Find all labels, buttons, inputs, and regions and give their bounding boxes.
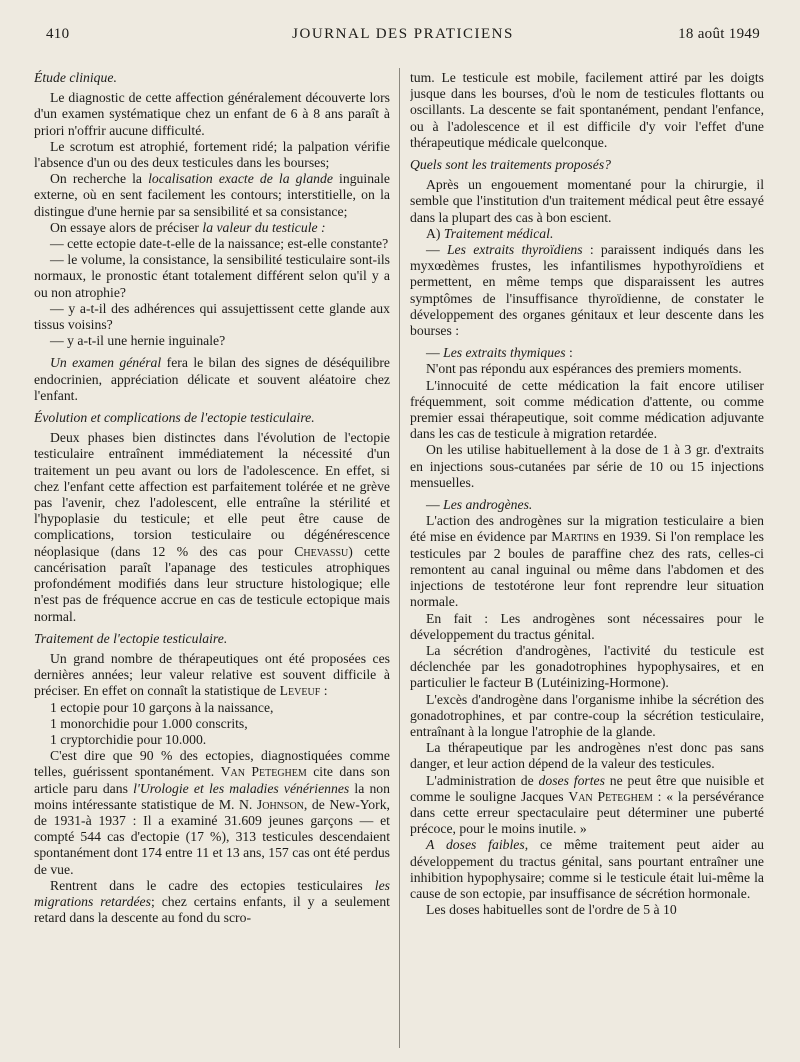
section-number: A) bbox=[426, 225, 444, 241]
heading-evolution: Évolution et complications de l'ectopie testiculaire. bbox=[34, 410, 315, 426]
statistic-item: 1 monorchidie pour 1.000 conscrits, bbox=[50, 715, 248, 731]
text-run: C'est dire que 90 % des ectopies, diagnostiquées comme telles, guérissent spontanément. bbox=[34, 748, 390, 780]
text-run: ne peut être que nuisible et comme le souligne Jacques bbox=[410, 772, 764, 804]
journal-reference: l'Urologie et les maladies vénériennes bbox=[133, 780, 350, 796]
text-run: Rentrent dans le cadre des ectopies testiculaires bbox=[50, 877, 375, 893]
paragraph: En fait : Les androgènes sont nécessaires pour le développement du tractus génital. bbox=[410, 610, 764, 642]
paragraph: Le diagnostic de cette affection généralement découverte lors d'un examen systématique chez un enfant de 6 à 8 ans paraît à priori n'offrir aucune difficulté. bbox=[34, 90, 390, 138]
text-run: , ce même traitement peut aider au développement du tractus génital, sans pourtant entraîner une inhibition hypophysaire; comme si le testicule était lui-même la cause de son ectopie, par insuffisance de sécrétion hormonale. bbox=[410, 837, 764, 901]
emphasis: Les extraits thymiques bbox=[443, 345, 566, 361]
text-run: la non moins intéressante statistique de M. N. bbox=[34, 780, 390, 812]
paragraph: Le scrotum est atrophié, fortement ridé; la palpation vérifie l'absence d'un ou des deux testicules dans les bourses; bbox=[34, 138, 390, 171]
emphasis: Les extraits thyroïdiens bbox=[446, 242, 583, 258]
paragraph: Les doses habituelles sont de l'ordre de 5 à 10 bbox=[426, 902, 677, 918]
left-column bbox=[34, 70, 390, 1055]
statistic-item: 1 ectopie pour 10 garçons à la naissance, bbox=[50, 699, 274, 715]
emphasis: les migrations retardées bbox=[34, 877, 390, 909]
text-run: ) cette cancérisation paraît l'apanage des testicules atrophiques profondément modifiés dans leur structure histologique; elle n'est pas de fréquence accrue en cas de testicule ectopique mais normal. bbox=[34, 543, 390, 624]
author-name: Van Peteghem bbox=[568, 788, 653, 804]
paragraph bbox=[34, 430, 390, 624]
question-item: — y a-t-il des adhérences qui assujettissent cette glande aux tissus voisins? bbox=[34, 300, 390, 333]
subheading-extraits-thymiques bbox=[410, 345, 764, 361]
paragraph bbox=[410, 773, 764, 838]
paragraph bbox=[34, 171, 390, 220]
text-run: L'administration de bbox=[426, 772, 539, 788]
subheading-androgenes bbox=[410, 497, 764, 513]
paragraph bbox=[410, 837, 764, 902]
text-run: en 1939. Si l'on remplace les testicules par 2 boules de paraffine chez des rats, celles-ci remontent au canal inguinal ou même dans l'abdomen et des injections de testotérone leur font reprendre leur situation normale. bbox=[410, 529, 764, 610]
paragraph: La thérapeutique par les androgènes n'est donc pas sans danger, et leur action dépend de la valeur des testicules. bbox=[410, 740, 764, 772]
text-run: Deux phases bien distinctes dans l'évolution de l'ectopie testiculaire entraînent immédiatement la nécessité d'un traitement un peu avant ou lors de l'adolescence. En effet, si chez l'enfant cette affection est parfaitement tolérée et ne grève pas l'avenir, chez l'adolescent, elle entraîne la stérilité et l'hypoplasie du testicule; et elle peut être cause de complications, torsion testiculaire ou dégénérescence néoplasique (dans 12 % des cas pour bbox=[34, 430, 390, 559]
author-name: Johnson bbox=[256, 796, 304, 812]
right-column bbox=[410, 70, 764, 1055]
paragraph: N'ont pas répondu aux espérances des premiers moments. bbox=[426, 361, 742, 377]
issue-date: 18 août 1949 bbox=[678, 26, 760, 42]
heading-traitements-proposes: Quels sont les traitements proposés? bbox=[410, 157, 611, 173]
text-run: L'action des androgènes sur la migration testiculaire a bien été mise en évidence par bbox=[410, 513, 764, 545]
question-item: — le volume, la consistance, la sensibilité testiculaire sont-ils normaux, le pronostic étant totalement différent selon qu'il y a ou non atrophie? bbox=[34, 252, 390, 300]
paragraph bbox=[34, 651, 390, 700]
text-run: , de New-York, de 1931-à 1937 : Il a examiné 31.609 jeunes garçons — et compté 544 cas d'ectopie (17 %), 313 testicules descendaient spontanément dont 174 entre 11 et 13 ans, 157 cas ont été perdus de vue. bbox=[34, 796, 390, 877]
text-run: — bbox=[426, 497, 444, 513]
text-run: — bbox=[426, 345, 444, 361]
author-name: Leveuf bbox=[279, 683, 321, 699]
paragraph bbox=[34, 355, 390, 404]
paragraph: tum. Le testicule est mobile, facilement attiré par les doigts jusque dans les bourses, d'où le nom de testicules flottants ou oscillants. La descente se fait spontanément, pendant l'enfance, ou à l'adolescence et il est difficile d'y voir l'effet d'une thérapeutique médicale quelconque. bbox=[410, 70, 764, 150]
paragraph: L'excès d'androgène dans l'organisme inhibe la sécrétion des gonadotrophines, et par contre-coup la sécrétion testiculaire, entraînant à la longue l'atrophie de la glande. bbox=[410, 691, 764, 739]
text-run: : bbox=[565, 345, 573, 361]
text-run: : bbox=[320, 683, 328, 699]
paragraph: On les utilise habituellement à la dose de 1 à 3 gr. d'extraits en injections sous-cutanées par série de 10 ou 15 injections mensuelles. bbox=[410, 442, 764, 490]
heading-traitement-medical bbox=[410, 226, 764, 242]
text-run: : paraissent indiqués dans les myxœdèmes frustes, les infantilismes hypothyroïdiens et permettent, en même temps que disparaissent les autres symptômes de l'insuffisance thyroïdienne, de constater le développement des organes génitaux et leur descente dans les bourses : bbox=[410, 242, 764, 339]
column-divider bbox=[399, 68, 400, 1048]
text-run: : « la persévérance dans cette erreur spectaculaire peut déterminer une puberté précoce, pour le moins inutile. » bbox=[410, 788, 764, 837]
journal-title: JOURNAL DES PRATICIENS bbox=[292, 26, 514, 42]
paragraph: Après un engouement momentané pour la chirurgie, il semble que l'institution d'un traitement médical peut être essayé dans la plupart des cas à bon escient. bbox=[410, 177, 764, 225]
text-run: fera le bilan des signes de déséquilibre endocrinien, appréciation délicate et souvent aléatoire chez l'enfant. bbox=[34, 355, 390, 403]
author-name: Chevassu bbox=[294, 543, 349, 559]
text-run: Un grand nombre de thérapeutiques ont été proposées ces dernières années; leur valeur relative est souvent difficile à préciser. En effet on connaît la statistique de bbox=[34, 650, 390, 699]
section-title: Traitement médical. bbox=[443, 225, 554, 241]
paragraph: La sécrétion d'androgènes, l'activité du testicule est déclenchée par les gonadotrophines hypophysaires, et en particulier le facteur B (Lutéinizing-Hormone). bbox=[410, 642, 764, 691]
author-name: Martins bbox=[551, 529, 599, 545]
heading-traitement: Traitement de l'ectopie testiculaire. bbox=[34, 630, 228, 646]
text-run: inguinale externe, où en sent facilement les contours; interstitielle, on la distingue d'une hernie par sa sensibilité et sa consistance; bbox=[34, 171, 390, 219]
emphasis: localisation exacte de la glande bbox=[148, 171, 333, 187]
text-run: cite dans son article paru dans bbox=[34, 764, 390, 796]
emphasis: Un examen général bbox=[50, 355, 162, 371]
page-header bbox=[46, 24, 760, 48]
statistic-item: 1 cryptorchidie pour 10.000. bbox=[50, 731, 207, 747]
emphasis: la valeur du testicule : bbox=[202, 219, 326, 235]
paragraph bbox=[34, 220, 390, 236]
text-run: On essaye alors de préciser bbox=[50, 219, 203, 235]
page-number: 410 bbox=[46, 26, 70, 42]
paragraph: L'innocuité de cette médication la fait encore utiliser fréquemment, soit comme médication d'attente, ou comme premier essai thérapeutique, soit comme médication adjuvante dans les cas de testicule à migration retardée. bbox=[410, 377, 764, 442]
emphasis: doses fortes bbox=[538, 772, 605, 788]
paragraph bbox=[34, 748, 390, 878]
text-run: On recherche la bbox=[50, 171, 149, 187]
question-item: — y a-t-il une hernie inguinale? bbox=[50, 333, 226, 349]
author-name: Van Peteghem bbox=[220, 764, 307, 780]
emphasis: A doses faibles bbox=[426, 837, 525, 853]
emphasis: Les androgènes. bbox=[443, 497, 533, 513]
paragraph bbox=[410, 242, 764, 339]
paragraph bbox=[34, 878, 390, 927]
text-run: — bbox=[426, 242, 447, 258]
question-item: — cette ectopie date-t-elle de la naissance; est-elle constante? bbox=[50, 236, 389, 252]
paragraph bbox=[410, 513, 764, 610]
text-run: ; chez certains enfants, il y a seulement retard dans la descente au fond du scro- bbox=[34, 893, 390, 926]
heading-etude-clinique: Étude clinique. bbox=[34, 70, 117, 85]
